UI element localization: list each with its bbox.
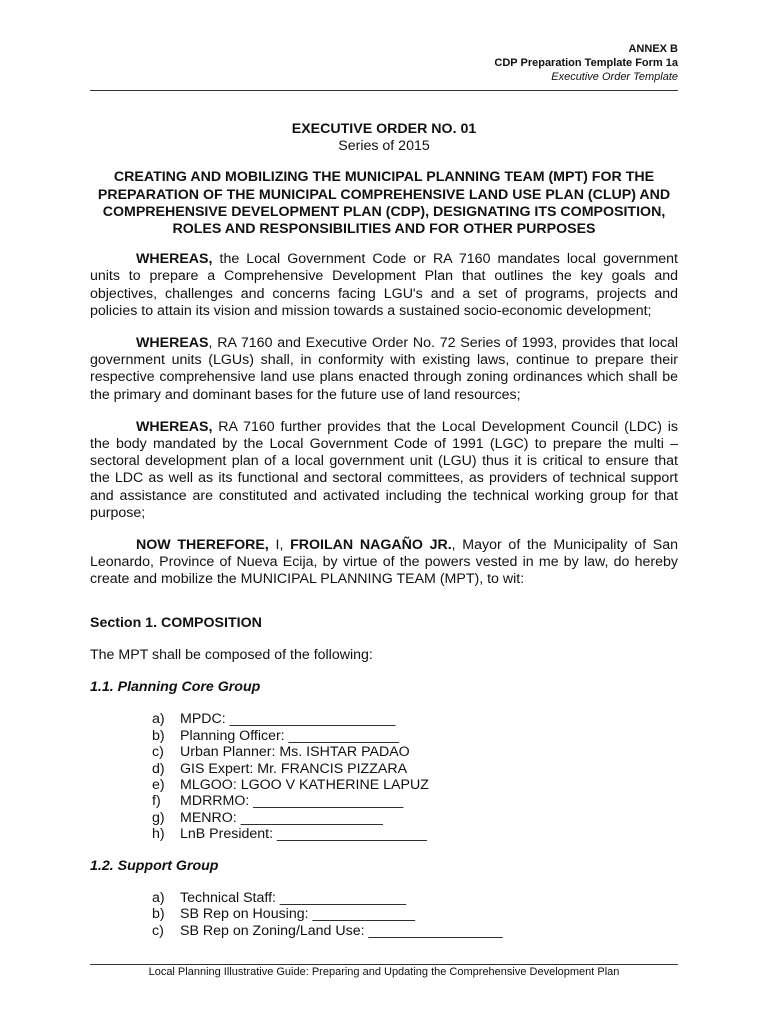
list-item-text: Planning Officer: ______________ [180, 727, 400, 744]
now-therefore-lead: NOW THEREFORE, [136, 537, 269, 554]
list-item-text: MPDC: _____________________ [180, 711, 396, 728]
list-item [152, 711, 678, 727]
list-item [152, 761, 678, 777]
list-item [152, 744, 678, 760]
annex-label: ANNEX B [628, 43, 678, 55]
core-group-heading: 1.1. Planning Core Group [90, 679, 261, 696]
list-item [152, 826, 678, 842]
footer-text: Local Planning Illustrative Guide: Preparing and Updating the Comprehensive Development Plan [148, 966, 620, 978]
list-marker: g) [152, 809, 165, 826]
whereas-text: , RA 7160 and Executive Order No. 72 Series of 1993, provides that local government units (LGUs) shall, in conformity with existing laws, continue to prepare their respective comprehensive land use plans enacted through zoning ordinances which shall be the primary and dominant bases for the future use of land resources; [90, 335, 678, 403]
header-divider [90, 90, 678, 91]
section-1-intro: The MPT shall be composed of the following: [90, 646, 373, 663]
template-label: Executive Order Template [551, 71, 678, 83]
list-marker: c) [152, 922, 164, 939]
document-body [90, 121, 678, 939]
support-group-list [90, 890, 678, 939]
now-therefore-text: , Mayor of the Municipality of San Leonardo, Province of Nueva Ecija, by virtue of the powers vested in me by law, do hereby create and mobilize the MUNICIPAL PLANNING TEAM (MPT), to wit: [90, 537, 678, 588]
list-item-text: SB Rep on Housing: _____________ [180, 906, 416, 923]
list-item [152, 906, 678, 922]
list-marker: b) [152, 727, 165, 744]
whereas-paragraph-2 [90, 335, 678, 404]
order-series: Series of 2015 [338, 138, 430, 155]
whereas-lead: WHEREAS [136, 335, 209, 352]
list-item-text: Urban Planner: Ms. ISHTAR PADAO [180, 744, 410, 761]
list-item-text: MDRRMO: ___________________ [180, 793, 404, 810]
whereas-text: RA 7160 further provides that the Local Development Council (LDC) is the body mandated by the Local Government Code of 1991 (LGC) to prepare the multi – sectoral development plan of a local government unit (LGU) thus it is critical to ensure that the LDC as well as its functional and sectoral committees, as providers of technical support and assistance are constituted and activated including the technical working group for that purpose; [90, 418, 678, 521]
whereas-lead: WHEREAS, [136, 418, 213, 435]
list-marker: f) [152, 793, 161, 810]
list-marker: d) [152, 760, 165, 777]
list-marker: e) [152, 776, 165, 793]
list-marker: c) [152, 744, 164, 761]
mayor-name: FROILAN NAGAÑO JR. [290, 537, 452, 554]
list-marker: h) [152, 826, 165, 843]
annex-header [494, 42, 678, 84]
list-item [152, 810, 678, 826]
now-therefore-paragraph [90, 537, 678, 589]
section-1-heading: Section 1. COMPOSITION [90, 614, 262, 631]
list-item-text: MLGOO: LGOO V KATHERINE LAPUZ [180, 776, 429, 793]
list-item [152, 890, 678, 906]
order-title: CREATING AND MOBILIZING THE MUNICIPAL PLANNING TEAM (MPT) FOR THE PREPARATION OF THE MUNICIPAL COMPREHENSIVE LAND USE PLAN (CLUP) AND COMPREHENSIVE DEVELOPMENT PLAN (CDP), DESIGNATING ITS COMPOSITION, ROLES AND RESPONSIBILITIES AND FOR OTHER PURPOSES [97, 169, 671, 238]
footer-divider [90, 964, 678, 965]
form-label: CDP Preparation Template Form 1a [494, 57, 678, 69]
list-item [152, 923, 678, 939]
list-item [152, 728, 678, 744]
list-item-text: GIS Expert: Mr. FRANCIS PIZZARA [180, 760, 408, 777]
list-item [152, 793, 678, 809]
whereas-lead: WHEREAS, [136, 251, 213, 268]
list-marker: a) [152, 889, 165, 906]
list-item [152, 777, 678, 793]
list-item-text: Technical Staff: ________________ [180, 889, 407, 906]
list-item-text: SB Rep on Zoning/Land Use: _________________ [180, 922, 503, 939]
whereas-text: the Local Government Code or RA 7160 mandates local government units to prepare a Comprehensive Development Plan that outlines the key goals and objectives, challenges and concerns facing LGU's and a set of programs, projects and policies to attain its vision and mission towards a sustained socio-economic development; [90, 251, 678, 319]
list-item-text: LnB President: ___________________ [180, 826, 427, 843]
whereas-paragraph-1 [90, 251, 678, 320]
support-group-heading: 1.2. Support Group [90, 857, 219, 874]
list-item-text: MENRO: __________________ [180, 809, 383, 826]
order-number: EXECUTIVE ORDER NO. 01 [291, 121, 477, 137]
core-group-list [90, 711, 678, 842]
list-marker: b) [152, 906, 165, 923]
now-therefore-pre: I, [268, 537, 291, 554]
whereas-paragraph-3 [90, 419, 678, 522]
list-marker: a) [152, 711, 165, 728]
